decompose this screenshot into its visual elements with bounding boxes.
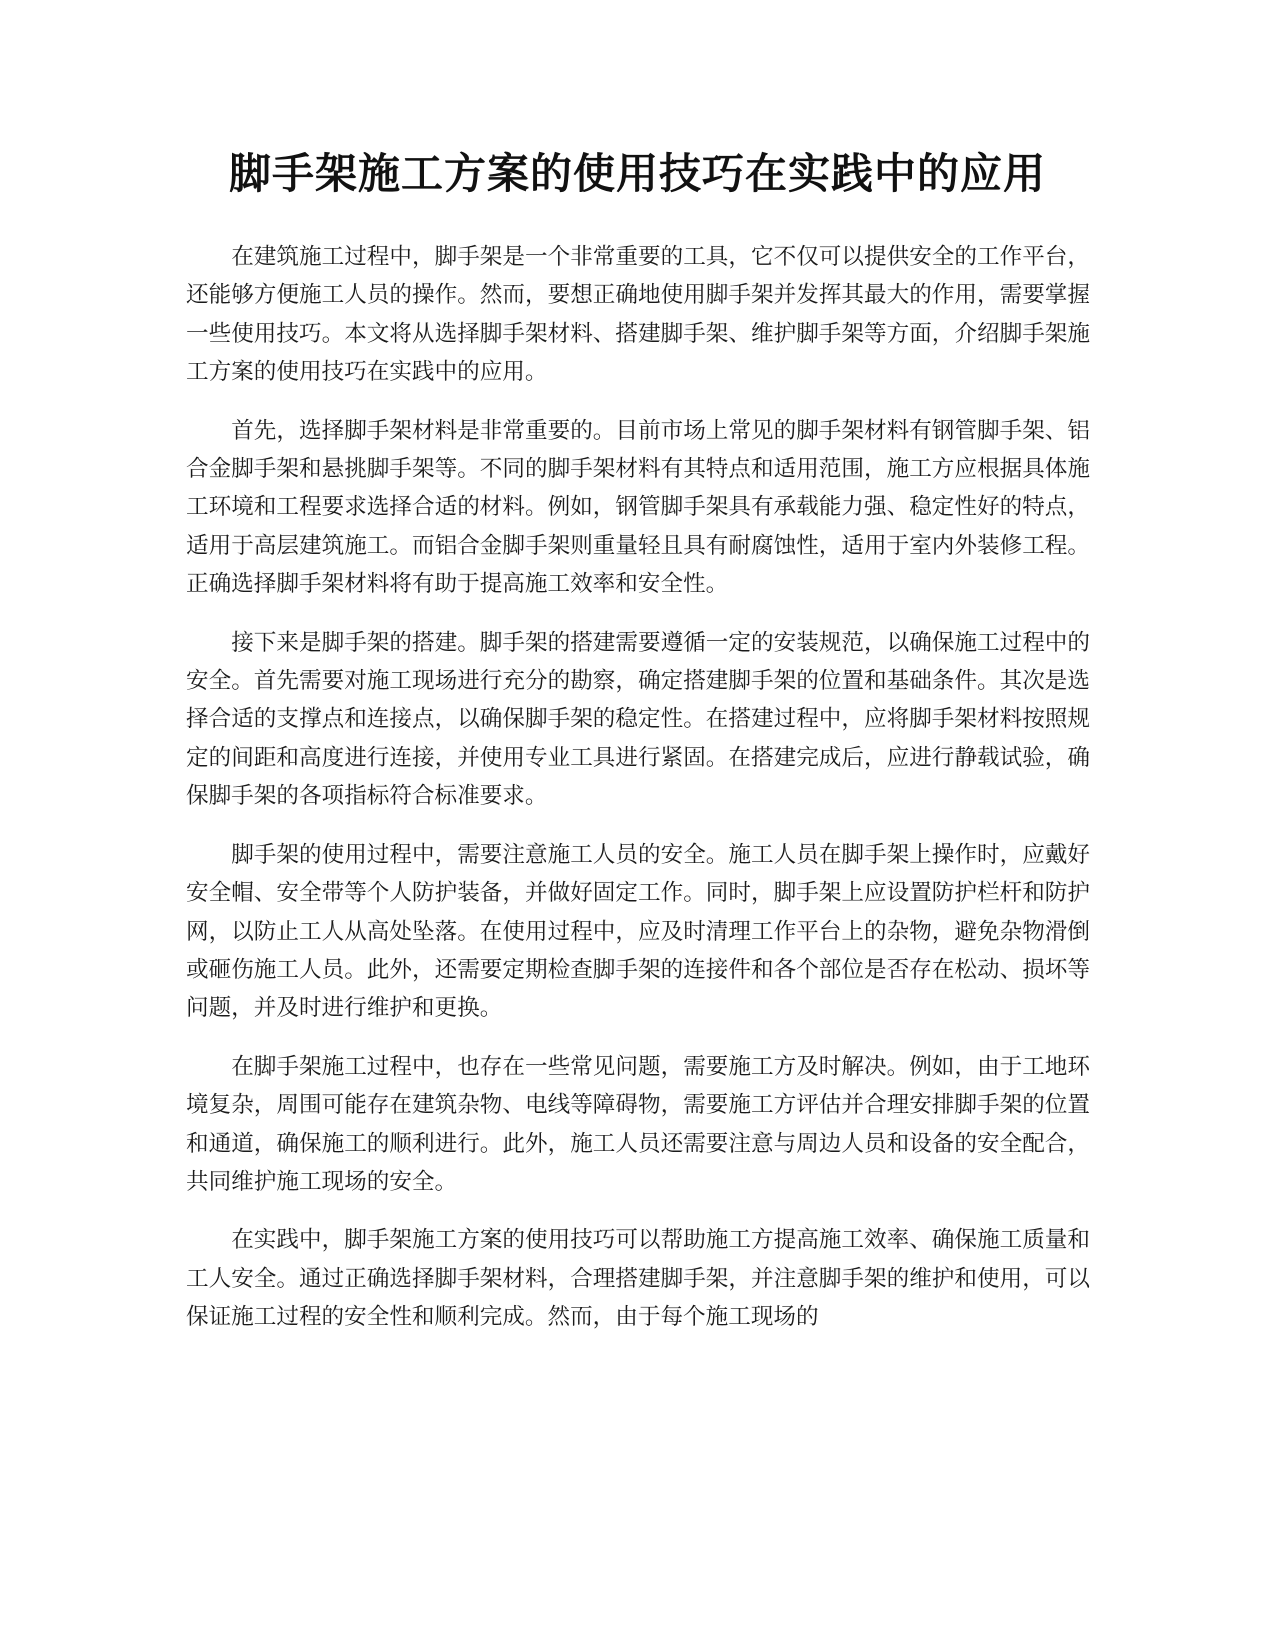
paragraph-intro: 在建筑施工过程中，脚手架是一个非常重要的工具，它不仅可以提供安全的工作平台，还能够方便施工人员的操作。然而，要想正确地使用脚手架并发挥其最大的作用，需要掌握一些使用技巧。本文将从选择脚手架材料、搭建脚手架、维护脚手架等方面，介绍脚手架施工方案的使用技巧在实践中的应用。	[186, 244, 1090, 386]
paragraph-usage-safety: 脚手架的使用过程中，需要注意施工人员的安全。施工人员在脚手架上操作时，应戴好安全帽、安全带等个人防护装备，并做好固定工作。同时，脚手架上应设置防护栏杆和防护网，以防止工人从高处坠落。在使用过程中，应及时清理工作平台上的杂物，避免杂物滑倒或砸伤施工人员。此外，还需要定期检查脚手架的连接件和各个部位是否存在松动、损坏等问题，并及时进行维护和更换。	[186, 841, 1090, 1022]
document-body	[186, 238, 1090, 1357]
paragraph-common-problems: 在脚手架施工过程中，也存在一些常见问题，需要施工方及时解决。例如，由于工地环境复杂，周围可能存在建筑杂物、电线等障碍物，需要施工方评估并合理安排脚手架的位置和通道，确保施工的顺利进行。此外，施工人员还需要注意与周边人员和设备的安全配合，共同维护施工现场的安全。	[186, 1053, 1090, 1195]
paragraph-material-selection: 首先，选择脚手架材料是非常重要的。目前市场上常见的脚手架材料有钢管脚手架、铝合金脚手架和悬挑脚手架等。不同的脚手架材料有其特点和适用范围，施工方应根据具体施工环境和工程要求选择合适的材料。例如，钢管脚手架具有承载能力强、稳定性好的特点，适用于高层建筑施工。而铝合金脚手架则重量轻且具有耐腐蚀性，适用于室内外装修工程。正确选择脚手架材料将有助于提高施工效率和安全性。	[186, 417, 1090, 598]
document-title: 脚手架施工方案的使用技巧在实践中的应用	[228, 149, 1046, 198]
paragraph-erection: 接下来是脚手架的搭建。脚手架的搭建需要遵循一定的安装规范，以确保施工过程中的安全。首先需要对施工现场进行充分的勘察，确定搭建脚手架的位置和基础条件。其次是选择合适的支撑点和连接点，以确保脚手架的稳定性。在搭建过程中，应将脚手架材料按照规定的间距和高度进行连接，并使用专业工具进行紧固。在搭建完成后，应进行静载试验，确保脚手架的各项指标符合标准要求。	[186, 629, 1090, 810]
paragraph-practice: 在实践中，脚手架施工方案的使用技巧可以帮助施工方提高施工效率、确保施工质量和工人安全。通过正确选择脚手架材料，合理搭建脚手架，并注意脚手架的维护和使用，可以保证施工过程的安全性和顺利完成。然而，由于每个施工现场的	[186, 1227, 1090, 1331]
